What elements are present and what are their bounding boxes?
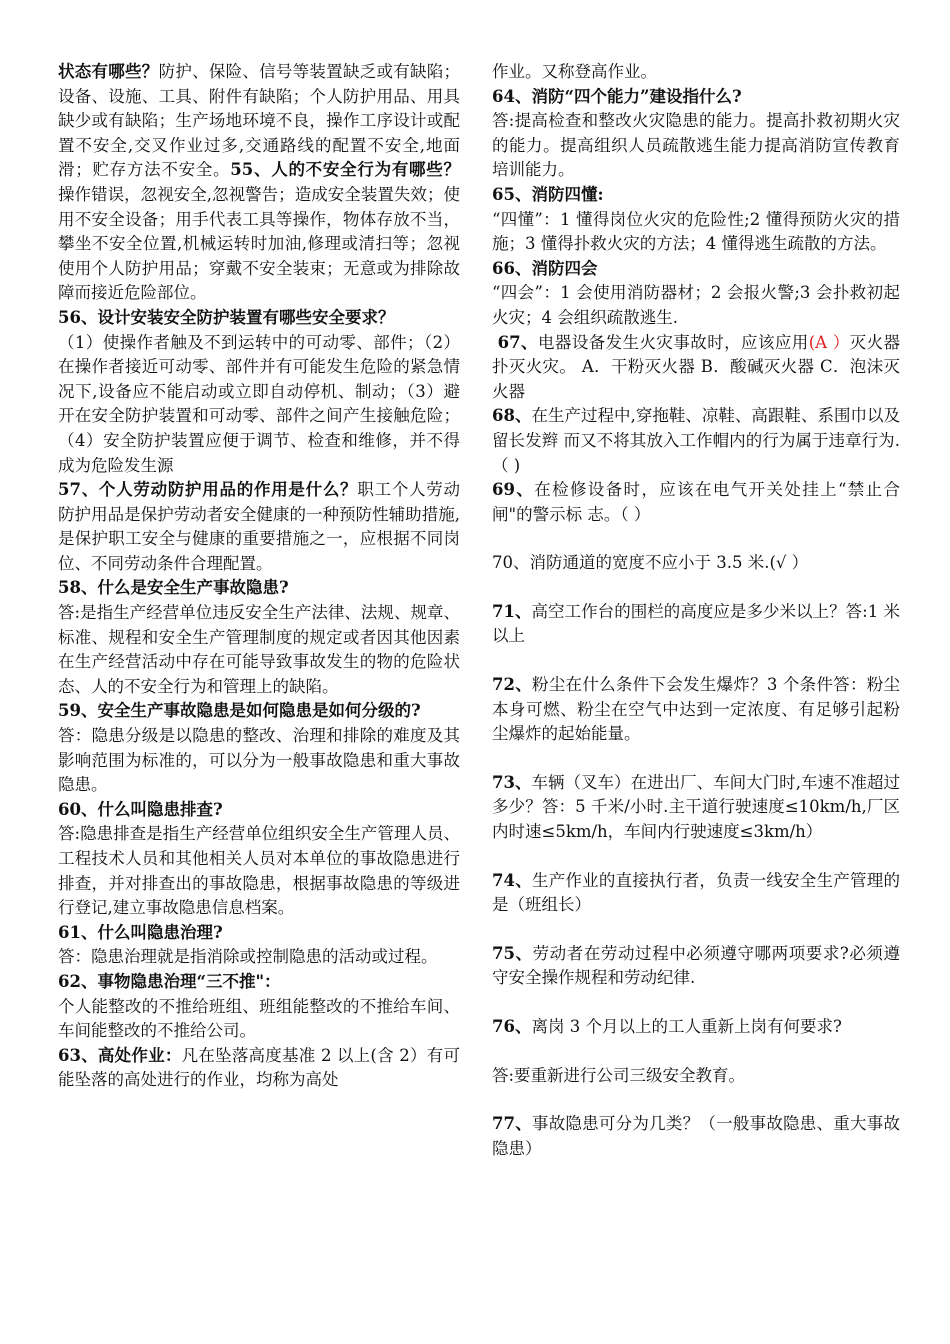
q64-answer: 答:提高检查和整改火灾隐患的能力。提高扑救初期火灾的能力。提高组织人员疏散逃生能力提高消防宣传教育培训能力。 (492, 111, 900, 180)
q71-number: 71、 (492, 601, 532, 621)
q67-options: 灭火器扑灭火灾。 A．干粉灭火器 B．酸碱灭火器 C．泡沫灭火器 (492, 332, 901, 401)
q63-answer: 凡在坠落高度基准 2 以上(含 2）有可能坠落的高处进行的作业，均称为高处 (58, 1045, 460, 1090)
q67-question: 电器设备发生火灾事故时，应该应用 (537, 332, 809, 352)
q71-text: 高空工作台的围栏的高度应是多少米以上？答:1 米以上 (492, 601, 900, 646)
spacer (492, 649, 900, 673)
q68-text: 在生产过程中,穿拖鞋、凉鞋、高跟鞋、系围巾以及留长发辫 而又不将其放入工作帽内的行为属于违章行为.（ ) (492, 406, 901, 475)
q62-answer: 个人能整改的不推给班组、班组能整改的不推给车间、车间能整改的不推给公司。 (58, 996, 460, 1041)
q54-heading: 状态有哪些？ (58, 62, 159, 81)
q74-paragraph (492, 869, 900, 918)
q74-text: 生产作业的直接执行者，负责一线安全生产管理的是（班组长） (492, 870, 901, 915)
spacer (492, 991, 900, 1015)
q65-answer: “四懂”：1 懂得岗位火灾的危险性;2 懂得预防火灾的措施；3 懂得扑救火灾的方法；4 懂得逃生疏散的方法。 (492, 209, 900, 254)
q54-answer: 防护、保险、信号等装置缺乏或有缺陷；设备、设施、工具、附件有缺陷；个人防护用品、用具缺少或有缺陷；生产场地环境不良，操作工序设计或配置不安全,交叉作业过多,交通路线的配置不安全,地面滑；贮存方法不安全。 (58, 62, 461, 180)
q63-continuation: 作业。又称登高作业。 (492, 62, 657, 81)
q62-heading: 62、事物隐患治理“三不推"： (58, 971, 281, 991)
q75-text: 劳动者在劳动过程中必须遵守哪两项要求?必须遵守安全操作规程和劳动纪律. (492, 943, 900, 988)
q56-heading: 56、设计安装安全防护装置有哪些安全要求？ (58, 307, 395, 327)
q60-answer: 答:隐患排查是指生产经营单位组织安全生产管理人员、工程技术人员和其他相关人员对本单位的事故隐患进行排查，并对排查出的事故隐患，根据事故隐患的等级进行登记,建立事故隐患信息档案。 (58, 824, 460, 918)
spacer (492, 918, 900, 942)
q67-paragraph (492, 331, 900, 405)
q55-heading: 55、人的不安全行为有哪些？ (230, 160, 461, 180)
q69-text: 在检修设备时，应该在电气开关处挂上“禁止合闸"的警示标 志。（ ） (492, 480, 900, 524)
q66-heading: 66、消防四会 (492, 258, 598, 278)
q58-heading: 58、什么是安全生产事故隐患? (58, 578, 289, 598)
q77-paragraph (492, 1112, 900, 1161)
q76-answer: 答:要重新进行公司三级安全教育。 (492, 1065, 746, 1085)
q60-heading: 60、什么叫隐患排查? (58, 799, 223, 819)
spacer (492, 576, 900, 600)
q72-paragraph (492, 673, 900, 747)
right-column (492, 60, 900, 1161)
spacer (492, 1040, 900, 1064)
q63-paragraph (58, 1044, 460, 1093)
q55-answer: 操作错误，忽视安全,忽视警告；造成安全装置失效；使用不安全设备；用手代表工具等操作，物体存放不当，攀坐不安全位置,机械运转时加油,修理或清扫等；忽视使用个人防护用品；穿戴不安全装束；无意或为排除故障而接近危险部位。 (58, 184, 460, 303)
q57-answer: 职工个人劳动防护用品是保护劳动者安全健康的一种预防性辅助措施,是保护职工安全与健康的重要措施之一，应根据不同岗位、不同劳动条件合理配置。 (58, 480, 461, 573)
q76-text: 离岗 3 个月以上的工人重新上岗有何要求? (531, 1017, 842, 1036)
q59-answer: 答：隐患分级是以隐患的整改、治理和排除的难度及其影响范围为标准的，可以分为一般事故隐患和重大事故隐患。 (58, 726, 460, 795)
q67-answer-mark: (A ） (808, 332, 850, 352)
q73-text: 车辆（叉车）在进出厂、车间大门时,车速不准超过多少？答：5 千米/小时.主干道行驶速度≤10km/h,厂区内时速≤5km/h，车间内行驶速度≤3km/h） (492, 772, 901, 842)
q72-text: 粉尘在什么条件下会发生爆炸？3 个条件答：粉尘本身可燃、粉尘在空气中达到一定浓度、有足够引起粉尘爆炸的起始能量。 (492, 675, 900, 744)
q67-number: 67、 (497, 332, 538, 352)
q58-answer: 答:是指生产经营单位违反安全生产法律、法规、规章、标准、规程和安全生产管理制度的规定或者因其他因素在生产经营活动中存在可能导致事故发生的物的危险状态、人的不安全行为和管理上的缺陷。 (58, 603, 460, 696)
q57-heading: 57、个人劳动防护用品的作用是什么？ (58, 480, 358, 500)
q56-answer: （1）使操作者触及不到运转中的可动零、部件；（2）在操作者接近可动零、部件并有可能发生危险的紧急情况下,设备应不能启动或立即自动停机、制动；（3）避开在安全防护装置和可动零、部件之间产生接触危险；（4）安全防护装置应便于调节、检查和维修，并不得成为危险发生源 (58, 332, 460, 475)
q61-answer: 答：隐患治理就是指消除或控制隐患的活动或过程。 (58, 947, 438, 967)
q64-heading: 64、消防“四个能力”建设指什么? (492, 86, 742, 106)
spacer (492, 527, 900, 551)
q73-paragraph (492, 771, 900, 845)
q71-paragraph (492, 600, 900, 649)
q63-heading: 63、高处作业： (58, 1045, 182, 1065)
q76-number: 76、 (492, 1017, 532, 1036)
q68-number: 68、 (492, 406, 532, 426)
q75-paragraph (492, 942, 900, 991)
q68-paragraph (492, 404, 900, 478)
q72-number: 72、 (492, 675, 533, 695)
q77-number: 77、 (492, 1114, 532, 1134)
q54-55-paragraph (58, 60, 460, 306)
q66-answer: “四会”：1 会使用消防器材；2 会报火警;3 会扑救初起火灾；4 会组织疏散逃生. (492, 283, 900, 327)
q65-heading: 65、消防四懂: (492, 184, 604, 204)
spacer (492, 747, 900, 771)
q59-heading: 59、安全生产事故隐患是如何隐患是如何分级的? (58, 701, 421, 721)
left-column (58, 60, 460, 1093)
q61-heading: 61、什么叫隐患治理? (58, 922, 223, 942)
q73-number: 73、 (492, 772, 532, 792)
spacer (492, 1088, 900, 1112)
q74-number: 74、 (492, 870, 532, 890)
q75-number: 75、 (492, 943, 533, 963)
spacer (492, 845, 900, 869)
q57-paragraph (58, 478, 460, 576)
q70-paragraph: 70、消防通道的宽度不应小于 3.5 米.(√ ） (492, 553, 809, 573)
q77-text: 事故隐患可分为几类？（一般事故隐患、重大事故隐患） (492, 1114, 901, 1158)
q69-number: 69、 (492, 480, 535, 500)
q69-paragraph (492, 478, 900, 527)
q76-paragraph (492, 1015, 900, 1040)
